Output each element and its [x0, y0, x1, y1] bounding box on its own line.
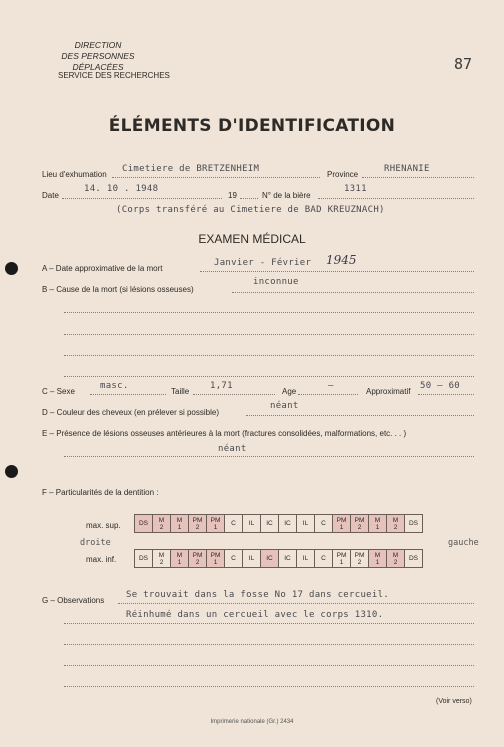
- sup-tooth-6: [243, 515, 261, 533]
- f-label: F – Particularités de la dentition :: [42, 488, 159, 497]
- sup-tooth-13: [369, 515, 387, 533]
- tooth-number: 2: [195, 523, 200, 531]
- tooth-type: M: [392, 516, 399, 524]
- date-label: Date: [42, 191, 59, 200]
- tooth-number: 2: [195, 558, 200, 566]
- tooth-number: 1: [339, 558, 344, 566]
- inf-tooth-9: [297, 550, 315, 568]
- c-taille-label: Taille: [171, 387, 190, 396]
- tooth-type: IC: [266, 520, 273, 527]
- g-line-1: Se trouvait dans la fosse No 17 dans cercueil.: [126, 590, 390, 600]
- tooth-type: PM: [336, 551, 347, 559]
- tooth-type: C: [231, 520, 236, 527]
- sup-tooth-7: [261, 515, 279, 533]
- province-label: Province: [327, 170, 359, 179]
- b-value: inconnue: [253, 277, 299, 287]
- sup-tooth-1: [153, 515, 171, 533]
- page-title: ÉLÉMENTS D'IDENTIFICATION: [108, 116, 396, 136]
- lieu-label: Lieu d'exhumation: [42, 170, 107, 179]
- sup-tooth-9: [297, 515, 315, 533]
- d-value: néant: [270, 401, 299, 411]
- inf-tooth-0: [135, 550, 153, 568]
- tooth-type: DS: [138, 520, 149, 527]
- sup-tooth-14: [387, 515, 405, 533]
- tooth-type: M: [374, 516, 381, 524]
- max-sup-label: max. sup.: [86, 521, 121, 530]
- tooth-type: PM: [210, 516, 221, 524]
- a-label: A – Date approximative de la mort: [42, 264, 163, 273]
- voir-verso: (Voir verso): [436, 698, 472, 705]
- gauche-label: gauche: [448, 538, 479, 548]
- tooth-type: DS: [408, 520, 419, 527]
- tooth-type: PM: [354, 551, 365, 559]
- c-approx-value: 50 – 60: [420, 381, 461, 391]
- tooth-number: 2: [393, 558, 398, 566]
- tooth-number: 1: [177, 558, 182, 566]
- sup-tooth-8: [279, 515, 297, 533]
- droite-label: droite: [80, 538, 111, 548]
- tooth-type: PM: [336, 516, 347, 524]
- inf-tooth-8: [279, 550, 297, 568]
- tooth-number: 2: [159, 558, 164, 566]
- b-label: B – Cause de la mort (si lésions osseuses): [42, 285, 194, 294]
- e-value: néant: [218, 444, 247, 454]
- tooth-number: 2: [159, 523, 164, 531]
- d-label: D – Couleur des cheveux (en prélever si possible): [42, 408, 219, 417]
- biere-label: N° de la bière: [262, 191, 311, 200]
- tooth-number: 2: [357, 558, 362, 566]
- upper-teeth-grid: [134, 514, 423, 533]
- inf-tooth-11: [333, 550, 351, 568]
- tooth-number: 1: [375, 558, 380, 566]
- date-value: 14. 10 . 1948: [84, 184, 159, 194]
- sup-tooth-15: [405, 515, 423, 533]
- inf-tooth-14: [387, 550, 405, 568]
- year-prefix: 19: [228, 191, 237, 200]
- tooth-number: 1: [213, 523, 218, 531]
- lieu-value: Cimetiere de BRETZENHEIM: [122, 164, 260, 174]
- direction-line-1: DIRECTION: [74, 40, 122, 50]
- inf-tooth-15: [405, 550, 423, 568]
- inf-tooth-7: [261, 550, 279, 568]
- tooth-type: PM: [210, 551, 221, 559]
- transfer-note: (Corps transféré au Cimetiere de BAD KREUZNACH): [116, 205, 385, 215]
- tooth-type: C: [321, 520, 326, 527]
- punch-hole-bottom: [5, 465, 18, 478]
- tooth-number: 2: [357, 523, 362, 531]
- tooth-type: DS: [138, 555, 149, 562]
- inf-tooth-2: [171, 550, 189, 568]
- sup-tooth-10: [315, 515, 333, 533]
- direction-line-2: DES PERSONNES DÉPLACÉES: [61, 51, 135, 72]
- tooth-type: M: [392, 551, 399, 559]
- sup-tooth-11: [333, 515, 351, 533]
- printer-imprint: Imprimerie nationale (Gr.) 2434: [210, 719, 294, 725]
- a-value: Janvier - Février: [214, 258, 312, 268]
- sup-tooth-12: [351, 515, 369, 533]
- inf-tooth-4: [207, 550, 225, 568]
- tooth-type: IL: [248, 555, 255, 562]
- sup-tooth-3: [189, 515, 207, 533]
- tooth-number: 1: [339, 523, 344, 531]
- tooth-type: M: [176, 516, 183, 524]
- inf-tooth-1: [153, 550, 171, 568]
- tooth-type: IL: [302, 520, 309, 527]
- examen-heading: EXAMEN MÉDICAL: [198, 232, 306, 246]
- sup-tooth-2: [171, 515, 189, 533]
- c-sexe-label: C – Sexe: [42, 387, 75, 396]
- inf-tooth-10: [315, 550, 333, 568]
- tooth-number: 1: [177, 523, 182, 531]
- inf-tooth-3: [189, 550, 207, 568]
- tooth-number: 2: [393, 523, 398, 531]
- tooth-number: 1: [375, 523, 380, 531]
- e-label: E – Présence de lésions osseuses antérieures à la mort (fractures consolidées, malformations, etc. . . ): [42, 429, 407, 438]
- tooth-type: M: [158, 516, 165, 524]
- inf-tooth-13: [369, 550, 387, 568]
- sup-tooth-5: [225, 515, 243, 533]
- tooth-type: IC: [284, 520, 291, 527]
- tooth-type: IL: [302, 555, 309, 562]
- province-value: RHENANIE: [384, 164, 430, 174]
- tooth-type: IC: [284, 555, 291, 562]
- sup-tooth-4: [207, 515, 225, 533]
- tooth-type: IL: [248, 520, 255, 527]
- tooth-type: DS: [408, 555, 419, 562]
- tooth-type: M: [176, 551, 183, 559]
- tooth-type: M: [158, 551, 165, 559]
- sup-tooth-0: [135, 515, 153, 533]
- inf-tooth-12: [351, 550, 369, 568]
- lower-teeth-grid: [134, 549, 423, 568]
- tooth-type: C: [231, 555, 236, 562]
- inf-tooth-5: [225, 550, 243, 568]
- inf-tooth-6: [243, 550, 261, 568]
- g-label: G – Observations: [42, 596, 105, 605]
- tooth-type: PM: [354, 516, 365, 524]
- c-sexe-value: masc.: [100, 381, 129, 391]
- tooth-type: C: [321, 555, 326, 562]
- a-handwritten-year: 1945: [326, 253, 357, 267]
- direction-header: [38, 40, 158, 73]
- tooth-type: IC: [266, 555, 273, 562]
- service-label: SERVICE DES RECHERCHES: [58, 71, 170, 80]
- max-inf-label: max. inf.: [86, 555, 117, 564]
- punch-hole-top: [5, 262, 18, 275]
- tooth-type: PM: [192, 516, 203, 524]
- c-approx-label: Approximatif: [366, 387, 411, 396]
- c-age-value: –: [328, 381, 334, 391]
- tooth-type: M: [374, 551, 381, 559]
- biere-value: 1311: [344, 184, 367, 194]
- c-taille-value: 1,71: [210, 381, 233, 391]
- tooth-number: 1: [213, 558, 218, 566]
- page-number: 87: [454, 55, 473, 73]
- g-line-2: Réinhumé dans un cercueil avec le corps 1310.: [126, 610, 384, 620]
- c-age-label: Age: [282, 387, 297, 396]
- tooth-type: PM: [192, 551, 203, 559]
